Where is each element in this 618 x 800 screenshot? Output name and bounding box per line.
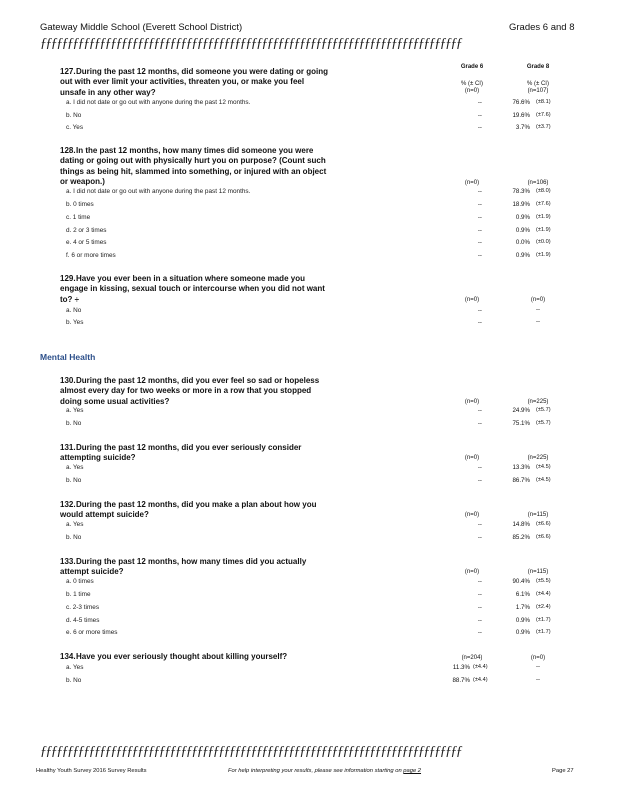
q133-e-g8: 0.9%: [515, 629, 530, 636]
q133-option-c: c. 2-3 times: [66, 604, 100, 611]
q131-n8: (n=225): [527, 455, 549, 461]
q133-n6: (n=0): [464, 569, 480, 575]
q128-n6: (n=0): [464, 180, 480, 186]
q132-a-g8: 14.8%: [512, 521, 530, 528]
q132-a-g6: --: [477, 521, 482, 528]
q129-option-b: b. Yes: [66, 319, 84, 326]
q133-e-g8ci: (±1.7): [536, 629, 551, 635]
q128-b-g8ci: (±7.6): [536, 201, 551, 207]
q133-c-g8: 1.7%: [515, 604, 530, 611]
q133-option-b: b. 1 time: [66, 591, 91, 598]
q128-option-e: e. 4 or 5 times: [66, 239, 107, 246]
q133-option-a: a. 0 times: [66, 578, 94, 585]
q127-c-g8: 3.7%: [515, 124, 530, 131]
grade6-header: Grade 6: [460, 64, 484, 70]
q127-a-g8: 76.6%: [512, 99, 530, 106]
footer-page-link[interactable]: page 2: [403, 768, 422, 774]
q131-option-a: a. Yes: [66, 464, 84, 471]
q128-a-g8ci: (±8.0): [536, 188, 551, 194]
q128-option-a: a. I did not date or go out with anyone during the past 12 months.: [66, 188, 251, 195]
q131-b-g6: --: [477, 477, 482, 484]
q131-b-g8ci: (±4.5): [536, 477, 551, 483]
q131-a-g6: --: [477, 464, 482, 471]
q134-b-g6: 88.7%: [452, 677, 470, 684]
q131-a-g8ci: (±4.5): [536, 464, 551, 470]
q133-n8: (n=115): [527, 569, 549, 575]
q128-a-g6: --: [477, 188, 482, 195]
q130-option-b: b. No: [66, 420, 82, 427]
q129-n8: (n=0): [530, 297, 546, 303]
q134-b-g6ci: (±4.4): [473, 677, 488, 683]
q131-option-b: b. No: [66, 477, 82, 484]
q130-b-g8ci: (±5.7): [536, 420, 551, 426]
q128-c-g6: --: [477, 214, 482, 221]
q128-e-g6: --: [477, 239, 482, 246]
q128-option-d: d. 2 or 3 times: [66, 227, 107, 234]
q128-option-b: b. 0 times: [66, 201, 94, 208]
footer-help: For help interpreting your results, please see information starting on page 2: [228, 768, 422, 774]
question-133: 133.During the past 12 months, how many times did you actually attempt suicide?: [60, 557, 307, 577]
q130-a-g8: 24.9%: [512, 407, 530, 414]
q127-a-g6: --: [477, 99, 482, 106]
q133-option-d: d. 4-5 times: [66, 617, 100, 624]
grade6-n: (n=0): [464, 88, 480, 94]
q129-b-g8: --: [536, 319, 540, 325]
q128-d-g8: 0.9%: [515, 227, 530, 234]
q127-a-g8ci: (±8.1): [536, 99, 551, 105]
q128-d-g8ci: (±1.9): [536, 227, 551, 233]
q128-e-g8: 0.0%: [515, 239, 530, 246]
q134-a-g6: 11.3%: [452, 664, 470, 671]
q131-b-g8: 86.7%: [512, 477, 530, 484]
grade6-ci-label: % (± CI): [461, 81, 483, 87]
q128-b-g8: 18.9%: [512, 201, 530, 208]
q127-option-a: a. I did not date or go out with anyone during the past 12 months.: [66, 99, 251, 106]
q127-b-g6: --: [477, 112, 482, 119]
q128-c-g8: 0.9%: [515, 214, 530, 221]
q127-option-b: b. No: [66, 112, 82, 119]
q133-c-g6: --: [477, 604, 482, 611]
q128-option-c: c. 1 time: [66, 214, 91, 221]
q129-a-g8: --: [536, 307, 540, 313]
q129-n6: (n=0): [464, 297, 480, 303]
q127-c-g8ci: (±3.7): [536, 124, 551, 130]
q132-n6: (n=0): [464, 512, 480, 518]
footer-survey: Healthy Youth Survey 2016 Survey Results: [36, 768, 147, 774]
q128-c-g8ci: (±1.9): [536, 214, 551, 220]
q133-c-g8ci: (±2.4): [536, 604, 551, 610]
q134-a-g8: --: [536, 664, 540, 670]
q133-d-g6: --: [477, 617, 482, 624]
grade8-header: Grade 8: [526, 64, 550, 70]
school-header: Gateway Middle School (Everett School District): [40, 22, 243, 33]
question-130: 130.During the past 12 months, did you ever feel so sad or hopeless almost every day for two weeks or more in a row that you stopped doing some usual activities?: [60, 376, 320, 406]
q131-n6: (n=0): [464, 455, 480, 461]
q130-a-g8ci: (±5.7): [536, 407, 551, 413]
q130-n8: (n=225): [527, 399, 549, 405]
question-132: 132.During the past 12 months, did you make a plan about how you would attempt suicide?: [60, 500, 317, 520]
grades-header: Grades 6 and 8: [509, 22, 575, 33]
q134-n6: (n=204): [461, 655, 483, 661]
q127-c-g6: --: [477, 124, 482, 131]
q130-n6: (n=0): [464, 399, 480, 405]
q132-b-g8ci: (±6.6): [536, 534, 551, 540]
q134-a-g6ci: (±4.4): [473, 664, 488, 670]
q128-n8: (n=106): [527, 180, 549, 186]
q134-option-b: b. No: [66, 677, 82, 684]
q130-option-a: a. Yes: [66, 407, 84, 414]
q133-d-g8ci: (±1.7): [536, 617, 551, 623]
q127-option-c: c. Yes: [66, 124, 84, 131]
q132-b-g8: 85.2%: [512, 534, 530, 541]
question-128: 128.In the past 12 months, how many times did someone you were dating or going out with physically hurt you on purpose? (Count such things as being hit, slammed into something, or injured with an object or weapon.): [60, 146, 327, 186]
grade8-ci-label: % (± CI): [527, 81, 549, 87]
q133-b-g6: --: [477, 591, 482, 598]
q128-d-g6: --: [477, 227, 482, 234]
top-rule: ƒƒƒƒƒƒƒƒƒƒƒƒƒƒƒƒƒƒƒƒƒƒƒƒƒƒƒƒƒƒƒƒƒƒƒƒƒƒƒƒƒƒƒƒƒƒƒƒƒƒƒƒƒƒƒƒƒƒƒƒƒƒƒƒƒƒƒƒƒƒƒƒƒƒƒƒƒƒ: [40, 38, 462, 50]
q133-b-g8: 6.1%: [515, 591, 530, 598]
bottom-rule: ƒƒƒƒƒƒƒƒƒƒƒƒƒƒƒƒƒƒƒƒƒƒƒƒƒƒƒƒƒƒƒƒƒƒƒƒƒƒƒƒƒƒƒƒƒƒƒƒƒƒƒƒƒƒƒƒƒƒƒƒƒƒƒƒƒƒƒƒƒƒƒƒƒƒƒƒƒƒ: [40, 746, 462, 758]
q133-b-g8ci: (±4.4): [536, 591, 551, 597]
q132-b-g6: --: [477, 534, 482, 541]
q132-option-a: a. Yes: [66, 521, 84, 528]
q132-n8: (n=115): [527, 512, 549, 518]
page-number: Page 27: [552, 768, 574, 774]
q130-b-g6: --: [477, 420, 482, 427]
q134-n8: (n=0): [530, 655, 546, 661]
q128-e-g8ci: (±0.0): [536, 239, 551, 245]
section-mental-health: Mental Health: [40, 352, 96, 362]
q132-option-b: b. No: [66, 534, 82, 541]
q128-f-g6: --: [477, 252, 482, 259]
q128-f-g8: 0.9%: [515, 252, 530, 259]
q133-e-g6: --: [477, 629, 482, 636]
q132-a-g8ci: (±6.6): [536, 521, 551, 527]
q128-b-g6: --: [477, 201, 482, 208]
q127-b-g8ci: (±7.6): [536, 112, 551, 118]
q130-b-g8: 75.1%: [512, 420, 530, 427]
question-129: 129.Have you ever been in a situation where someone made you engage in kissing, sexual touch or intercourse when you did not want to? ÷: [60, 274, 325, 304]
q128-f-g8ci: (±1.9): [536, 252, 551, 258]
q129-a-g6: --: [477, 307, 482, 314]
question-134: 134.Have you ever seriously thought about killing yourself?: [60, 652, 288, 661]
grade8-n: (n=107): [527, 88, 549, 94]
q131-a-g8: 13.3%: [512, 464, 530, 471]
q133-a-g8: 90.4%: [512, 578, 530, 585]
q133-a-g8ci: (±5.5): [536, 578, 551, 584]
q127-b-g8: 19.6%: [512, 112, 530, 119]
q134-option-a: a. Yes: [66, 664, 84, 671]
q129-b-g6: --: [477, 319, 482, 326]
q129-option-a: a. No: [66, 307, 82, 314]
q134-b-g8: --: [536, 677, 540, 683]
q133-d-g8: 0.9%: [515, 617, 530, 624]
q128-option-f: f. 6 or more times: [66, 252, 116, 259]
q130-a-g6: --: [477, 407, 482, 414]
question-127: 127.During the past 12 months, did someone you were dating or going out with ever limit your activities, threaten you, or make you feel unsafe in any other way?: [60, 67, 329, 97]
q133-a-g6: --: [477, 578, 482, 585]
q133-option-e: e. 6 or more times: [66, 629, 118, 636]
question-131: 131.During the past 12 months, did you ever seriously consider attempting suicide?: [60, 443, 302, 463]
q128-a-g8: 78.3%: [512, 188, 530, 195]
